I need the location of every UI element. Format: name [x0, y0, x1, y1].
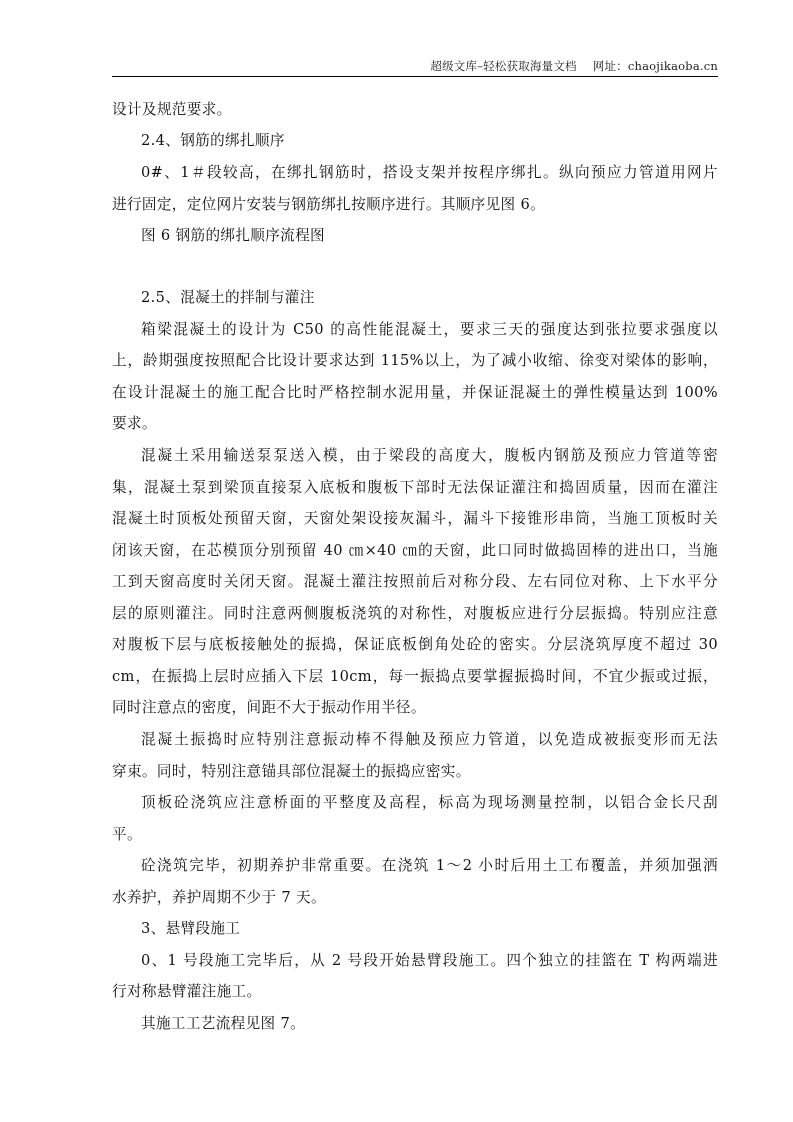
- page-header: [112, 58, 718, 77]
- text-line: 行对称悬臂灌注施工。: [112, 983, 262, 1000]
- text-line: 混凝土时顶板处预留天窗，天窗处架设接灰漏斗，漏斗下接锥形串筒，当施工顶板时关: [112, 510, 718, 527]
- text-line: 在设计混凝土的施工配合比时严格控制水泥用量，并保证混凝土的弹性模量达到 100%: [112, 384, 718, 401]
- text-line: 要求。: [112, 415, 157, 432]
- text-line: 穿束。同时，特别注意锚具部位混凝土的振捣应密实。: [112, 763, 471, 780]
- text-line: 工到天窗高度时关闭天窗。混凝土灌注按照前后对称分段、左右同位对称、上下水平分: [112, 573, 718, 590]
- text-line: 水养护，养护周期不少于 7 天。: [112, 889, 326, 906]
- text-line: 层的原则灌注。同时注意两侧腹板浇筑的对称性，对腹板应进行分层振捣。特别应注意: [112, 605, 718, 622]
- text-line: 0、1 号段施工完毕后，从 2 号段开始悬臂段施工。四个独立的挂篮在 T 构两端进: [141, 952, 718, 969]
- text-line: 砼浇筑完毕，初期养护非常重要。在浇筑 1～2 小时后用土工布覆盖，并须加强洒: [141, 857, 718, 874]
- text-line: 集，混凝土泵到梁顶直接泵入底板和腹板下部时无法保证灌注和捣固质量，因而在灌注: [112, 479, 718, 496]
- text-line: 图 6 钢筋的绑扎顺序流程图: [141, 227, 325, 244]
- text-line: 2.4、钢筋的绑扎顺序: [141, 132, 285, 149]
- text-line: 3、悬臂段施工: [141, 920, 241, 937]
- text-line: 设计及规范要求。: [112, 101, 232, 118]
- text-line: 闭该天窗，在芯模顶分别预留 40 ㎝×40 ㎝的天窗，此口同时做捣固棒的进出口，当施: [112, 542, 718, 559]
- text-line: 上，龄期强度按照配合比设计要求达到 115%以上，为了减小收缩、徐变对梁体的影响，: [112, 352, 718, 369]
- text-line: 其施工工艺流程见图 7。: [141, 1015, 306, 1032]
- header-site-name: 超级文库–轻松获取海量文档: [430, 59, 577, 73]
- header-url: 网址：chaojikaoba.cn: [592, 59, 718, 73]
- text-line: 混凝土振捣时应特别注意振动棒不得触及预应力管道，以免造成被振变形而无法: [141, 731, 718, 748]
- text-line: 箱梁混凝土的设计为 C50 的高性能混凝土，要求三天的强度达到张拉要求强度以: [141, 321, 718, 338]
- text-line: 2.5、混凝土的拌制与灌注: [141, 289, 315, 306]
- text-line: 进行固定，定位网片安装与钢筋绑扎按顺序进行。其顺序见图 6。: [112, 196, 546, 213]
- text-line: 顶板砼浇筑应注意桥面的平整度及高程，标高为现场测量控制，以铝合金长尺刮: [141, 794, 718, 811]
- header-text: [430, 58, 718, 74]
- text-line: 混凝土采用输送泵泵送入模，由于梁段的高度大，腹板内钢筋及预应力管道等密: [141, 447, 718, 464]
- text-line: 对腹板下层与底板接触处的振捣，保证底板倒角处砼的密实。分层浇筑厚度不超过 30: [112, 636, 718, 653]
- text-line: 平。: [112, 826, 142, 843]
- text-line: 同时注意点的密度，间距不大于振动作用半径。: [112, 699, 426, 716]
- text-line: cm，在振捣上层时应插入下层 10cm，每一振捣点要掌握振捣时间，不宜少振或过振，: [112, 668, 718, 685]
- text-line: 0#、1＃段较高，在绑扎钢筋时，搭设支架并按程序绑扎。纵向预应力管道用网片: [141, 164, 718, 181]
